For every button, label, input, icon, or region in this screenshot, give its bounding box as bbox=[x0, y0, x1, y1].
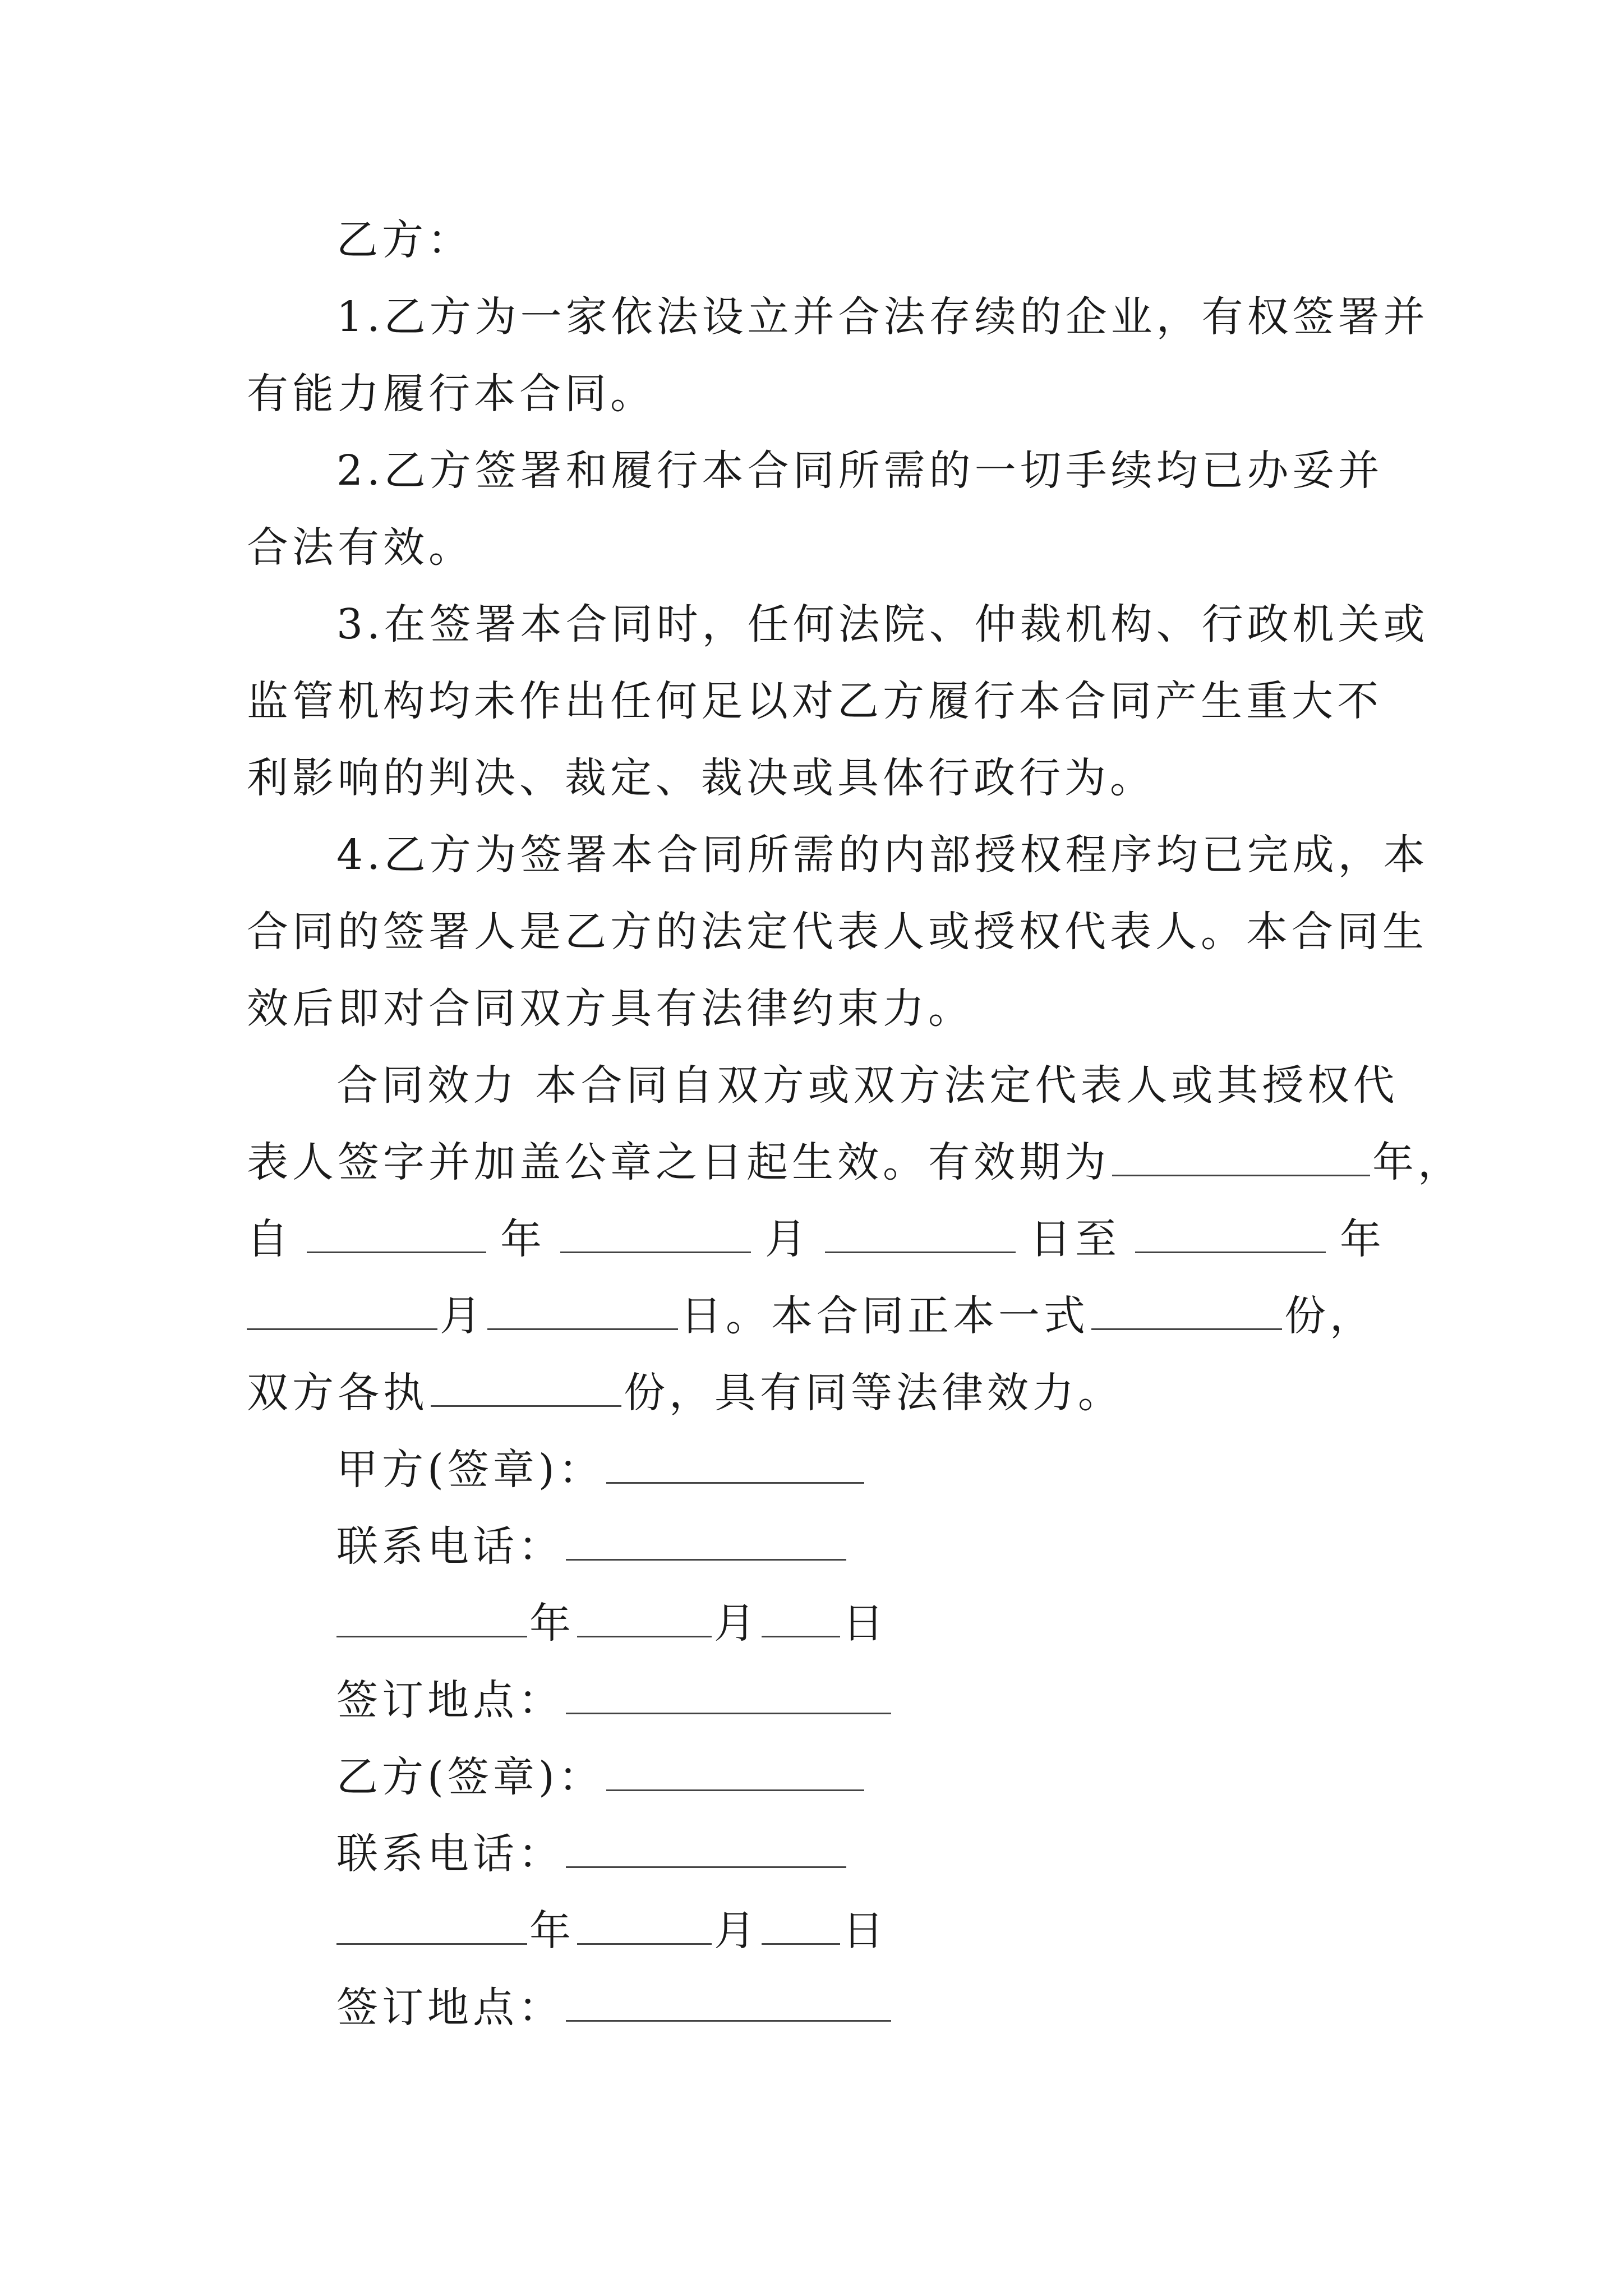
validity-line-4 bbox=[247, 1278, 1385, 1355]
start-month-blank[interactable] bbox=[560, 1212, 751, 1253]
party-b-month-label: 月 bbox=[714, 1907, 759, 1955]
end-day-blank[interactable] bbox=[487, 1289, 678, 1330]
party-b-phone-label: 联系电话： bbox=[336, 1830, 564, 1878]
validity-line-1: 合同效力 本合同自双方或双方法定代表人或其授权代 bbox=[336, 1061, 1399, 1110]
clause-1-line-1: 1.乙方为一家依法设立并合法存续的企业，有权签署并 bbox=[336, 293, 1429, 341]
party-a-signature-blank[interactable] bbox=[606, 1443, 864, 1484]
clause-3-line-1: 3.在签署本合同时，任何法院、仲裁机构、行政机关或 bbox=[336, 600, 1429, 648]
clause-3-line-2: 监管机构均未作出任何足以对乙方履行本合同产生重大不 bbox=[247, 677, 1382, 725]
clause-2-line-2: 合法有效。 bbox=[247, 523, 474, 572]
party-a-place-label: 签订地点： bbox=[336, 1676, 564, 1724]
clause-1-line-2: 有能力履行本合同。 bbox=[247, 370, 656, 418]
party-a-phone-label: 联系电话： bbox=[336, 1522, 564, 1571]
party-a-day-label: 日 bbox=[842, 1599, 888, 1648]
end-month-blank[interactable] bbox=[247, 1289, 437, 1330]
clause-2-line-1: 2.乙方签署和履行本合同所需的一切手续均已办妥并 bbox=[336, 447, 1384, 495]
clause-4-line-2: 合同的签署人是乙方的法定代表人或授权代表人。本合同生 bbox=[247, 908, 1428, 956]
copies-count-blank[interactable] bbox=[1091, 1289, 1282, 1330]
start-month-label: 月 bbox=[765, 1215, 810, 1263]
party-b-month-blank[interactable] bbox=[577, 1904, 712, 1945]
start-year-blank[interactable] bbox=[307, 1212, 486, 1253]
party-b-date-row bbox=[247, 1893, 1385, 1970]
start-day-to-label: 日至 bbox=[1030, 1215, 1121, 1263]
party-a-place-blank[interactable] bbox=[566, 1673, 891, 1714]
validity-term-blank[interactable] bbox=[1112, 1135, 1370, 1176]
validity-line-2 bbox=[247, 1124, 1463, 1201]
party-b-signature-row bbox=[247, 1739, 1385, 1816]
party-a-month-blank[interactable] bbox=[577, 1596, 712, 1637]
end-year-label: 年 bbox=[1340, 1215, 1385, 1263]
each-copies-blank[interactable] bbox=[431, 1366, 621, 1407]
document-body bbox=[247, 202, 1463, 2046]
clause-4-line-3: 效后即对合同双方具有法律约束力。 bbox=[247, 984, 974, 1033]
validity-year-comma: 年， bbox=[1372, 1138, 1463, 1186]
party-b-place-blank[interactable] bbox=[566, 1981, 891, 2022]
party-a-place-row bbox=[247, 1662, 1385, 1739]
end-month-label: 月 bbox=[440, 1292, 485, 1340]
party-b-day-label: 日 bbox=[842, 1907, 888, 1955]
copies-text: 日。本合同正本一式 bbox=[680, 1292, 1089, 1340]
party-a-phone-blank[interactable] bbox=[566, 1520, 846, 1561]
party-a-month-label: 月 bbox=[714, 1599, 759, 1648]
party-b-year-blank[interactable] bbox=[336, 1904, 527, 1945]
validity-from-label: 自 bbox=[247, 1215, 292, 1263]
start-year-label: 年 bbox=[500, 1215, 546, 1263]
end-year-blank[interactable] bbox=[1135, 1212, 1326, 1253]
party-a-year-label: 年 bbox=[529, 1599, 575, 1648]
each-holds-tail: 份，具有同等法律效力。 bbox=[624, 1369, 1123, 1417]
party-a-day-blank[interactable] bbox=[762, 1596, 840, 1637]
validity-effective-text: 表人签字并加盖公章之日起生效。有效期为 bbox=[247, 1138, 1110, 1186]
clause-3-line-3: 利影响的判决、裁定、裁决或具体行政行为。 bbox=[247, 754, 1155, 802]
party-b-phone-row bbox=[247, 1816, 1385, 1893]
party-b-signature-label: 乙方(签章)： bbox=[336, 1753, 604, 1801]
party-b-place-row bbox=[247, 1970, 1385, 2046]
copies-unit: 份， bbox=[1284, 1292, 1375, 1340]
party-b-signature-blank[interactable] bbox=[606, 1750, 864, 1791]
clause-4-line-1: 4.乙方为签署本合同所需的内部授权程序均已完成，本 bbox=[336, 831, 1429, 879]
party-a-signature-row bbox=[247, 1432, 1385, 1508]
party-b-day-blank[interactable] bbox=[762, 1904, 840, 1945]
party-b-place-label: 签订地点： bbox=[336, 1984, 564, 2032]
party-b-phone-blank[interactable] bbox=[566, 1827, 846, 1868]
party-a-phone-row bbox=[247, 1508, 1385, 1585]
party-a-signature-label: 甲方(签章)： bbox=[336, 1446, 604, 1494]
party-a-year-blank[interactable] bbox=[336, 1596, 527, 1637]
party-a-date-row bbox=[247, 1585, 1385, 1662]
each-holds-text: 双方各执 bbox=[247, 1369, 428, 1417]
party-b-heading: 乙方： bbox=[336, 216, 473, 264]
validity-line-5 bbox=[247, 1355, 1385, 1432]
party-b-year-label: 年 bbox=[529, 1907, 575, 1955]
start-day-blank[interactable] bbox=[825, 1212, 1016, 1253]
validity-line-3 bbox=[247, 1201, 1385, 1278]
